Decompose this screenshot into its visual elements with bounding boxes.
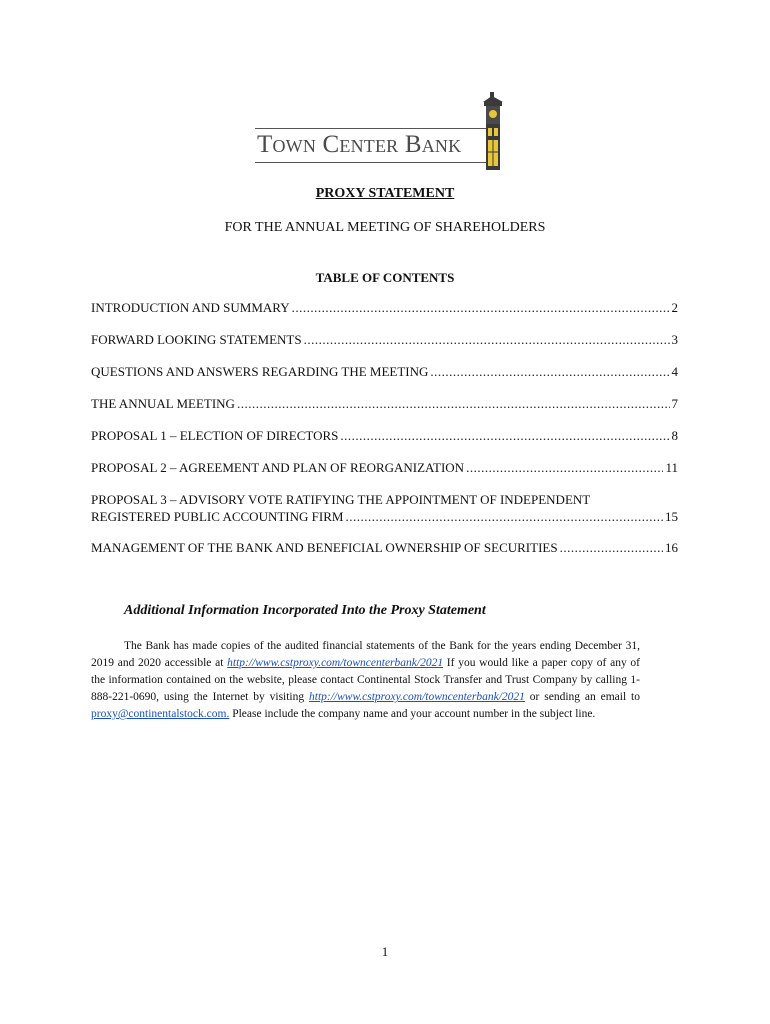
logo-rule-bottom [255, 162, 487, 163]
paragraph-text: The Bank has made copies of the audited financial statements of the Bank for the years ending December 31, 2019 and 2020 accessible at [91, 640, 640, 669]
toc-leader [466, 460, 663, 476]
toc-entry-label: PROPOSAL 3 – ADVISORY VOTE RATIFYING THE APPOINTMENT OF INDEPENDENT [91, 492, 591, 507]
toc-heading: TABLE OF CONTENTS [315, 270, 455, 285]
paragraph-text: or sending an email to [524, 691, 640, 703]
toc-leader [345, 508, 663, 525]
toc-entry-page: 7 [671, 396, 678, 411]
document-title: PROXY STATEMENT [315, 186, 455, 201]
toc-entry-label: PROPOSAL 1 – ELECTION OF DIRECTORS [91, 428, 339, 443]
toc-entry-label-continued: REGISTERED PUBLIC ACCOUNTING FIRM [91, 509, 344, 524]
cstproxy-link[interactable]: http://www.cstproxy.com/towncenterbank/2021 [309, 691, 525, 703]
toc-entry[interactable] [91, 396, 678, 412]
toc-entry-label: THE ANNUAL MEETING [91, 396, 235, 411]
toc-leader [340, 428, 669, 444]
toc-entry-label: PROPOSAL 2 – AGREEMENT AND PLAN OF REORGANIZATION [91, 460, 465, 475]
clock-tower-icon [477, 92, 511, 172]
toc-leader [237, 396, 670, 412]
toc-leader [292, 300, 670, 316]
toc-entry[interactable] [91, 428, 678, 444]
toc-leader [560, 540, 663, 556]
document-subtitle: FOR THE ANNUAL MEETING OF SHAREHOLDERS [224, 220, 546, 235]
toc-entry-page: 3 [671, 332, 678, 347]
paragraph-text: Please include the company name and your account number in the subject line. [229, 708, 596, 720]
logo-rule-top [255, 128, 487, 129]
toc-entry-page: 16 [665, 540, 678, 555]
toc-entry[interactable] [91, 364, 678, 380]
toc-entry[interactable] [91, 460, 678, 476]
page-number: 1 [381, 944, 389, 959]
toc-entry-label: MANAGEMENT OF THE BANK AND BENEFICIAL OWNERSHIP OF SECURITIES [91, 540, 558, 555]
additional-info-heading: Additional Information Incorporated Into the Proxy Statement [124, 603, 486, 618]
cstproxy-link[interactable]: http://www.cstproxy.com/towncenterbank/2021 [227, 657, 444, 669]
email-link[interactable]: proxy@continentalstock.com. [91, 708, 230, 720]
toc-entry-page: 11 [665, 460, 678, 475]
toc-leader [304, 332, 670, 348]
town-center-bank-logo [255, 92, 517, 172]
toc-entry[interactable] [91, 332, 678, 348]
toc-entry-label: FORWARD LOOKING STATEMENTS [91, 332, 302, 347]
toc-entry-page: 15 [665, 509, 678, 524]
logo-wordmark: Town Center Bank [257, 131, 462, 158]
toc-entry-page: 2 [671, 300, 678, 315]
toc-entry-label: INTRODUCTION AND SUMMARY [91, 300, 290, 315]
toc-entry[interactable] [91, 491, 678, 525]
toc-entry-page: 4 [671, 364, 678, 379]
toc-entry-page: 8 [671, 428, 678, 443]
additional-info-paragraph [91, 638, 640, 723]
toc-entry-label: QUESTIONS AND ANSWERS REGARDING THE MEETING [91, 364, 429, 379]
toc-entry[interactable] [91, 300, 678, 316]
paragraph-text: If you would like a paper copy of any of the information contained on the website, please contact Continental Stock Transfer and Trust Company by calling 1-888-221-0690, using the Internet by visiting [91, 657, 641, 703]
toc-leader [430, 364, 669, 380]
toc-entry[interactable] [91, 540, 678, 556]
